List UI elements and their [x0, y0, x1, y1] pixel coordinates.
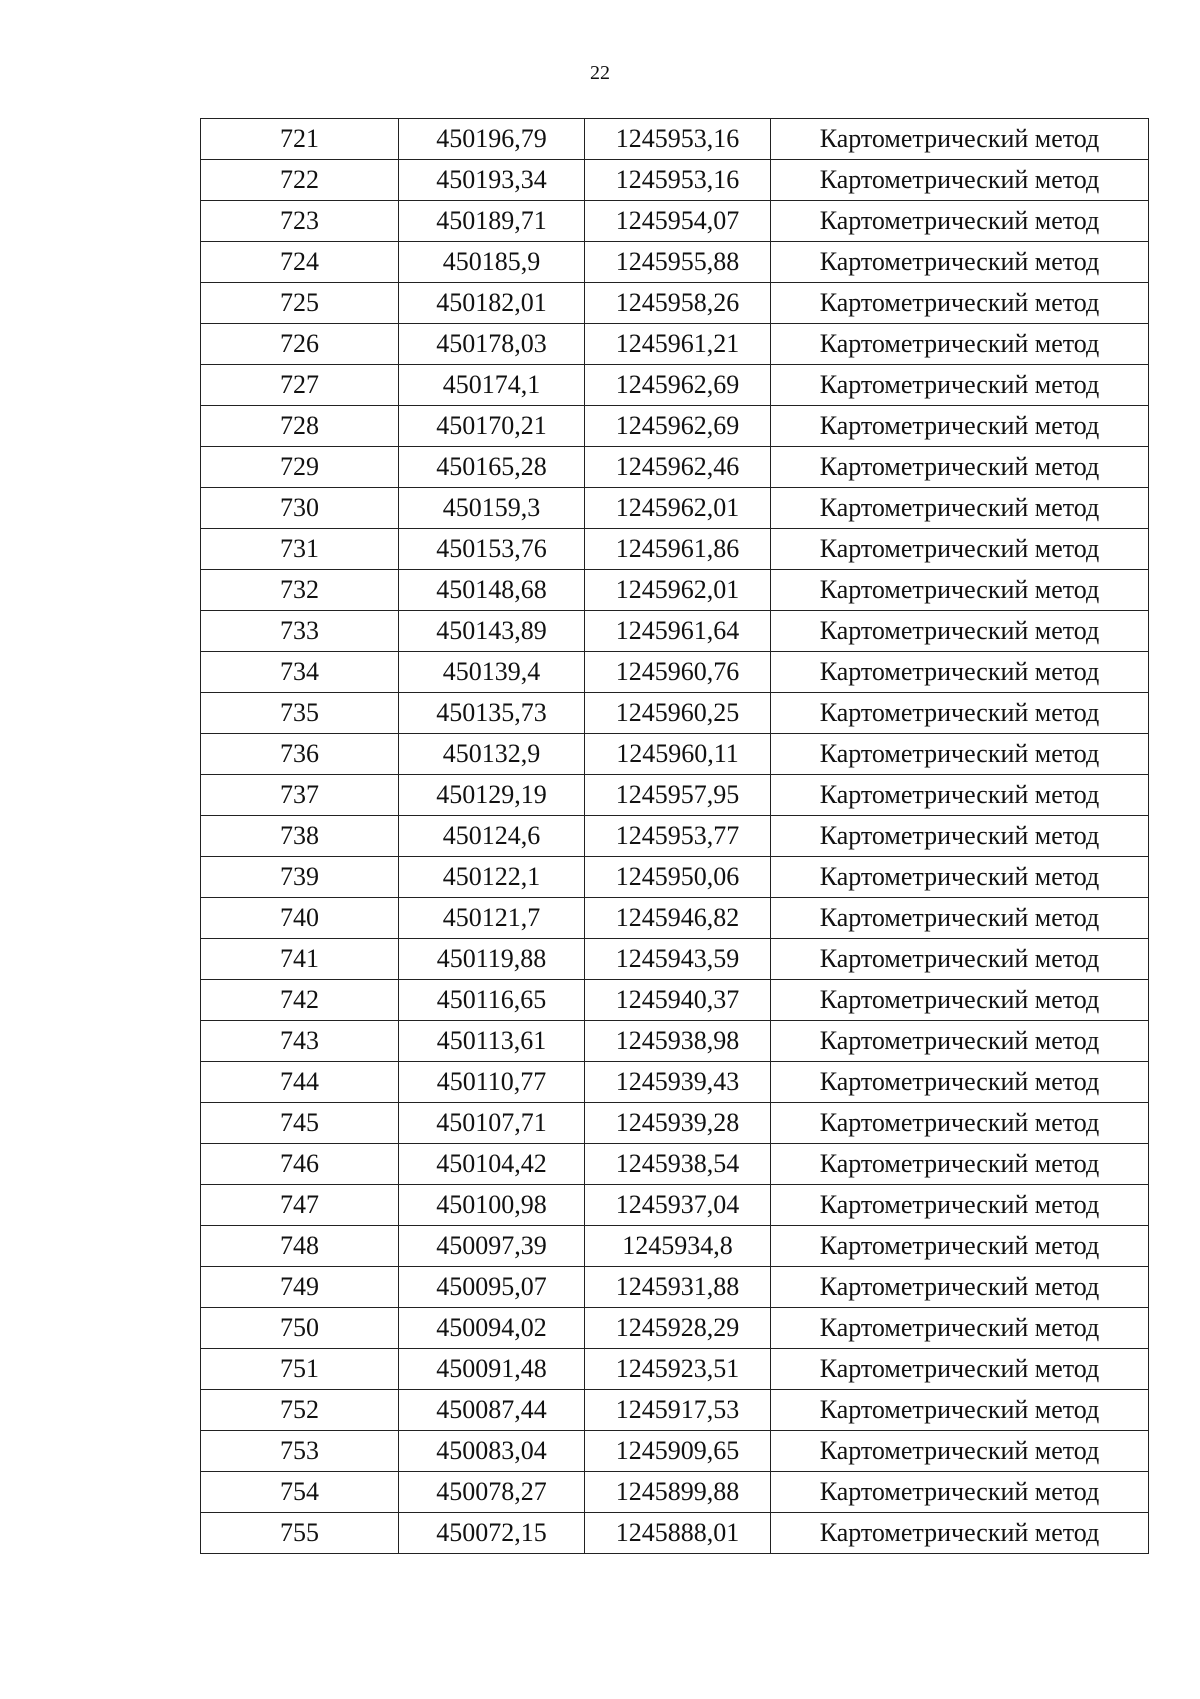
x-coordinate-cell: 450119,88 — [399, 939, 585, 980]
point-number-cell: 723 — [201, 201, 399, 242]
y-coordinate-cell: 1245888,01 — [585, 1513, 771, 1554]
table-row — [201, 611, 1149, 652]
y-coordinate-cell: 1245953,16 — [585, 160, 771, 201]
y-coordinate-cell: 1245909,65 — [585, 1431, 771, 1472]
y-coordinate-cell: 1245960,76 — [585, 652, 771, 693]
y-coordinate-cell: 1245960,11 — [585, 734, 771, 775]
table-row — [201, 1349, 1149, 1390]
table-row — [201, 1185, 1149, 1226]
method-cell: Картометрический метод — [771, 1021, 1149, 1062]
method-cell: Картометрический метод — [771, 365, 1149, 406]
page-number: 22 — [590, 62, 610, 84]
y-coordinate-cell: 1245962,69 — [585, 406, 771, 447]
table-row — [201, 529, 1149, 570]
y-coordinate-cell: 1245955,88 — [585, 242, 771, 283]
x-coordinate-cell: 450113,61 — [399, 1021, 585, 1062]
x-coordinate-cell: 450116,65 — [399, 980, 585, 1021]
method-cell: Картометрический метод — [771, 1267, 1149, 1308]
table-row — [201, 201, 1149, 242]
point-number-cell: 728 — [201, 406, 399, 447]
table-row — [201, 119, 1149, 160]
method-cell: Картометрический метод — [771, 119, 1149, 160]
method-cell: Картометрический метод — [771, 898, 1149, 939]
y-coordinate-cell: 1245937,04 — [585, 1185, 771, 1226]
y-coordinate-cell: 1245960,25 — [585, 693, 771, 734]
point-number-cell: 721 — [201, 119, 399, 160]
y-coordinate-cell: 1245939,28 — [585, 1103, 771, 1144]
point-number-cell: 738 — [201, 816, 399, 857]
table-row — [201, 816, 1149, 857]
table-row — [201, 1144, 1149, 1185]
table-row — [201, 488, 1149, 529]
table-row — [201, 980, 1149, 1021]
method-cell: Картометрический метод — [771, 652, 1149, 693]
method-cell: Картометрический метод — [771, 1185, 1149, 1226]
x-coordinate-cell: 450078,27 — [399, 1472, 585, 1513]
point-number-cell: 751 — [201, 1349, 399, 1390]
point-number-cell: 725 — [201, 283, 399, 324]
table-row — [201, 1226, 1149, 1267]
table-row — [201, 734, 1149, 775]
y-coordinate-cell: 1245938,54 — [585, 1144, 771, 1185]
point-number-cell: 740 — [201, 898, 399, 939]
y-coordinate-cell: 1245939,43 — [585, 1062, 771, 1103]
x-coordinate-cell: 450124,6 — [399, 816, 585, 857]
method-cell: Картометрический метод — [771, 1431, 1149, 1472]
table-row — [201, 1431, 1149, 1472]
x-coordinate-cell: 450159,3 — [399, 488, 585, 529]
table-row — [201, 939, 1149, 980]
point-number-cell: 749 — [201, 1267, 399, 1308]
method-cell: Картометрический метод — [771, 201, 1149, 242]
x-coordinate-cell: 450121,7 — [399, 898, 585, 939]
point-number-cell: 755 — [201, 1513, 399, 1554]
table-row — [201, 160, 1149, 201]
y-coordinate-cell: 1245928,29 — [585, 1308, 771, 1349]
method-cell: Картометрический метод — [771, 1062, 1149, 1103]
method-cell: Картометрический метод — [771, 488, 1149, 529]
y-coordinate-cell: 1245938,98 — [585, 1021, 771, 1062]
x-coordinate-cell: 450132,9 — [399, 734, 585, 775]
method-cell: Картометрический метод — [771, 1349, 1149, 1390]
y-coordinate-cell: 1245946,82 — [585, 898, 771, 939]
table-row — [201, 365, 1149, 406]
method-cell: Картометрический метод — [771, 1513, 1149, 1554]
coordinates-table-body — [201, 119, 1149, 1554]
x-coordinate-cell: 450189,71 — [399, 201, 585, 242]
method-cell: Картометрический метод — [771, 283, 1149, 324]
x-coordinate-cell: 450083,04 — [399, 1431, 585, 1472]
table-row — [201, 1103, 1149, 1144]
method-cell: Картометрический метод — [771, 160, 1149, 201]
x-coordinate-cell: 450135,73 — [399, 693, 585, 734]
method-cell: Картометрический метод — [771, 693, 1149, 734]
method-cell: Картометрический метод — [771, 1472, 1149, 1513]
coordinates-table — [200, 118, 1149, 1554]
table-row — [201, 1308, 1149, 1349]
x-coordinate-cell: 450104,42 — [399, 1144, 585, 1185]
y-coordinate-cell: 1245962,46 — [585, 447, 771, 488]
x-coordinate-cell: 450143,89 — [399, 611, 585, 652]
method-cell: Картометрический метод — [771, 447, 1149, 488]
method-cell: Картометрический метод — [771, 775, 1149, 816]
point-number-cell: 750 — [201, 1308, 399, 1349]
table-row — [201, 1267, 1149, 1308]
y-coordinate-cell: 1245961,21 — [585, 324, 771, 365]
table-row — [201, 1472, 1149, 1513]
method-cell: Картометрический метод — [771, 1308, 1149, 1349]
y-coordinate-cell: 1245953,77 — [585, 816, 771, 857]
x-coordinate-cell: 450097,39 — [399, 1226, 585, 1267]
method-cell: Картометрический метод — [771, 857, 1149, 898]
x-coordinate-cell: 450094,02 — [399, 1308, 585, 1349]
method-cell: Картометрический метод — [771, 1226, 1149, 1267]
point-number-cell: 752 — [201, 1390, 399, 1431]
x-coordinate-cell: 450091,48 — [399, 1349, 585, 1390]
point-number-cell: 732 — [201, 570, 399, 611]
table-row — [201, 242, 1149, 283]
x-coordinate-cell: 450174,1 — [399, 365, 585, 406]
point-number-cell: 726 — [201, 324, 399, 365]
y-coordinate-cell: 1245950,06 — [585, 857, 771, 898]
x-coordinate-cell: 450100,98 — [399, 1185, 585, 1226]
method-cell: Картометрический метод — [771, 980, 1149, 1021]
table-row — [201, 447, 1149, 488]
point-number-cell: 739 — [201, 857, 399, 898]
table-row — [201, 324, 1149, 365]
x-coordinate-cell: 450139,4 — [399, 652, 585, 693]
table-row — [201, 570, 1149, 611]
x-coordinate-cell: 450193,34 — [399, 160, 585, 201]
y-coordinate-cell: 1245961,64 — [585, 611, 771, 652]
y-coordinate-cell: 1245962,01 — [585, 488, 771, 529]
table-row — [201, 406, 1149, 447]
y-coordinate-cell: 1245931,88 — [585, 1267, 771, 1308]
x-coordinate-cell: 450170,21 — [399, 406, 585, 447]
y-coordinate-cell: 1245917,53 — [585, 1390, 771, 1431]
y-coordinate-cell: 1245958,26 — [585, 283, 771, 324]
y-coordinate-cell: 1245923,51 — [585, 1349, 771, 1390]
point-number-cell: 754 — [201, 1472, 399, 1513]
x-coordinate-cell: 450182,01 — [399, 283, 585, 324]
point-number-cell: 733 — [201, 611, 399, 652]
method-cell: Картометрический метод — [771, 1144, 1149, 1185]
x-coordinate-cell: 450153,76 — [399, 529, 585, 570]
table-row — [201, 1062, 1149, 1103]
x-coordinate-cell: 450165,28 — [399, 447, 585, 488]
y-coordinate-cell: 1245957,95 — [585, 775, 771, 816]
point-number-cell: 731 — [201, 529, 399, 570]
table-row — [201, 1513, 1149, 1554]
y-coordinate-cell: 1245953,16 — [585, 119, 771, 160]
y-coordinate-cell: 1245943,59 — [585, 939, 771, 980]
method-cell: Картометрический метод — [771, 529, 1149, 570]
point-number-cell: 729 — [201, 447, 399, 488]
x-coordinate-cell: 450178,03 — [399, 324, 585, 365]
method-cell: Картометрический метод — [771, 816, 1149, 857]
point-number-cell: 722 — [201, 160, 399, 201]
point-number-cell: 742 — [201, 980, 399, 1021]
y-coordinate-cell: 1245962,01 — [585, 570, 771, 611]
table-row — [201, 283, 1149, 324]
point-number-cell: 734 — [201, 652, 399, 693]
method-cell: Картометрический метод — [771, 406, 1149, 447]
point-number-cell: 747 — [201, 1185, 399, 1226]
point-number-cell: 753 — [201, 1431, 399, 1472]
y-coordinate-cell: 1245961,86 — [585, 529, 771, 570]
point-number-cell: 746 — [201, 1144, 399, 1185]
x-coordinate-cell: 450148,68 — [399, 570, 585, 611]
point-number-cell: 735 — [201, 693, 399, 734]
point-number-cell: 745 — [201, 1103, 399, 1144]
y-coordinate-cell: 1245940,37 — [585, 980, 771, 1021]
method-cell: Картометрический метод — [771, 1390, 1149, 1431]
point-number-cell: 744 — [201, 1062, 399, 1103]
method-cell: Картометрический метод — [771, 734, 1149, 775]
point-number-cell: 737 — [201, 775, 399, 816]
x-coordinate-cell: 450107,71 — [399, 1103, 585, 1144]
method-cell: Картометрический метод — [771, 570, 1149, 611]
x-coordinate-cell: 450072,15 — [399, 1513, 585, 1554]
method-cell: Картометрический метод — [771, 324, 1149, 365]
point-number-cell: 748 — [201, 1226, 399, 1267]
y-coordinate-cell: 1245962,69 — [585, 365, 771, 406]
method-cell: Картометрический метод — [771, 611, 1149, 652]
method-cell: Картометрический метод — [771, 1103, 1149, 1144]
x-coordinate-cell: 450129,19 — [399, 775, 585, 816]
point-number-cell: 736 — [201, 734, 399, 775]
method-cell: Картометрический метод — [771, 939, 1149, 980]
point-number-cell: 743 — [201, 1021, 399, 1062]
x-coordinate-cell: 450196,79 — [399, 119, 585, 160]
method-cell: Картометрический метод — [771, 242, 1149, 283]
table-row — [201, 1021, 1149, 1062]
point-number-cell: 730 — [201, 488, 399, 529]
y-coordinate-cell: 1245954,07 — [585, 201, 771, 242]
table-row — [201, 1390, 1149, 1431]
table-row — [201, 775, 1149, 816]
table-row — [201, 857, 1149, 898]
x-coordinate-cell: 450122,1 — [399, 857, 585, 898]
point-number-cell: 727 — [201, 365, 399, 406]
x-coordinate-cell: 450087,44 — [399, 1390, 585, 1431]
table-row — [201, 652, 1149, 693]
y-coordinate-cell: 1245899,88 — [585, 1472, 771, 1513]
point-number-cell: 724 — [201, 242, 399, 283]
point-number-cell: 741 — [201, 939, 399, 980]
table-row — [201, 693, 1149, 734]
x-coordinate-cell: 450095,07 — [399, 1267, 585, 1308]
x-coordinate-cell: 450185,9 — [399, 242, 585, 283]
table-row — [201, 898, 1149, 939]
x-coordinate-cell: 450110,77 — [399, 1062, 585, 1103]
y-coordinate-cell: 1245934,8 — [585, 1226, 771, 1267]
